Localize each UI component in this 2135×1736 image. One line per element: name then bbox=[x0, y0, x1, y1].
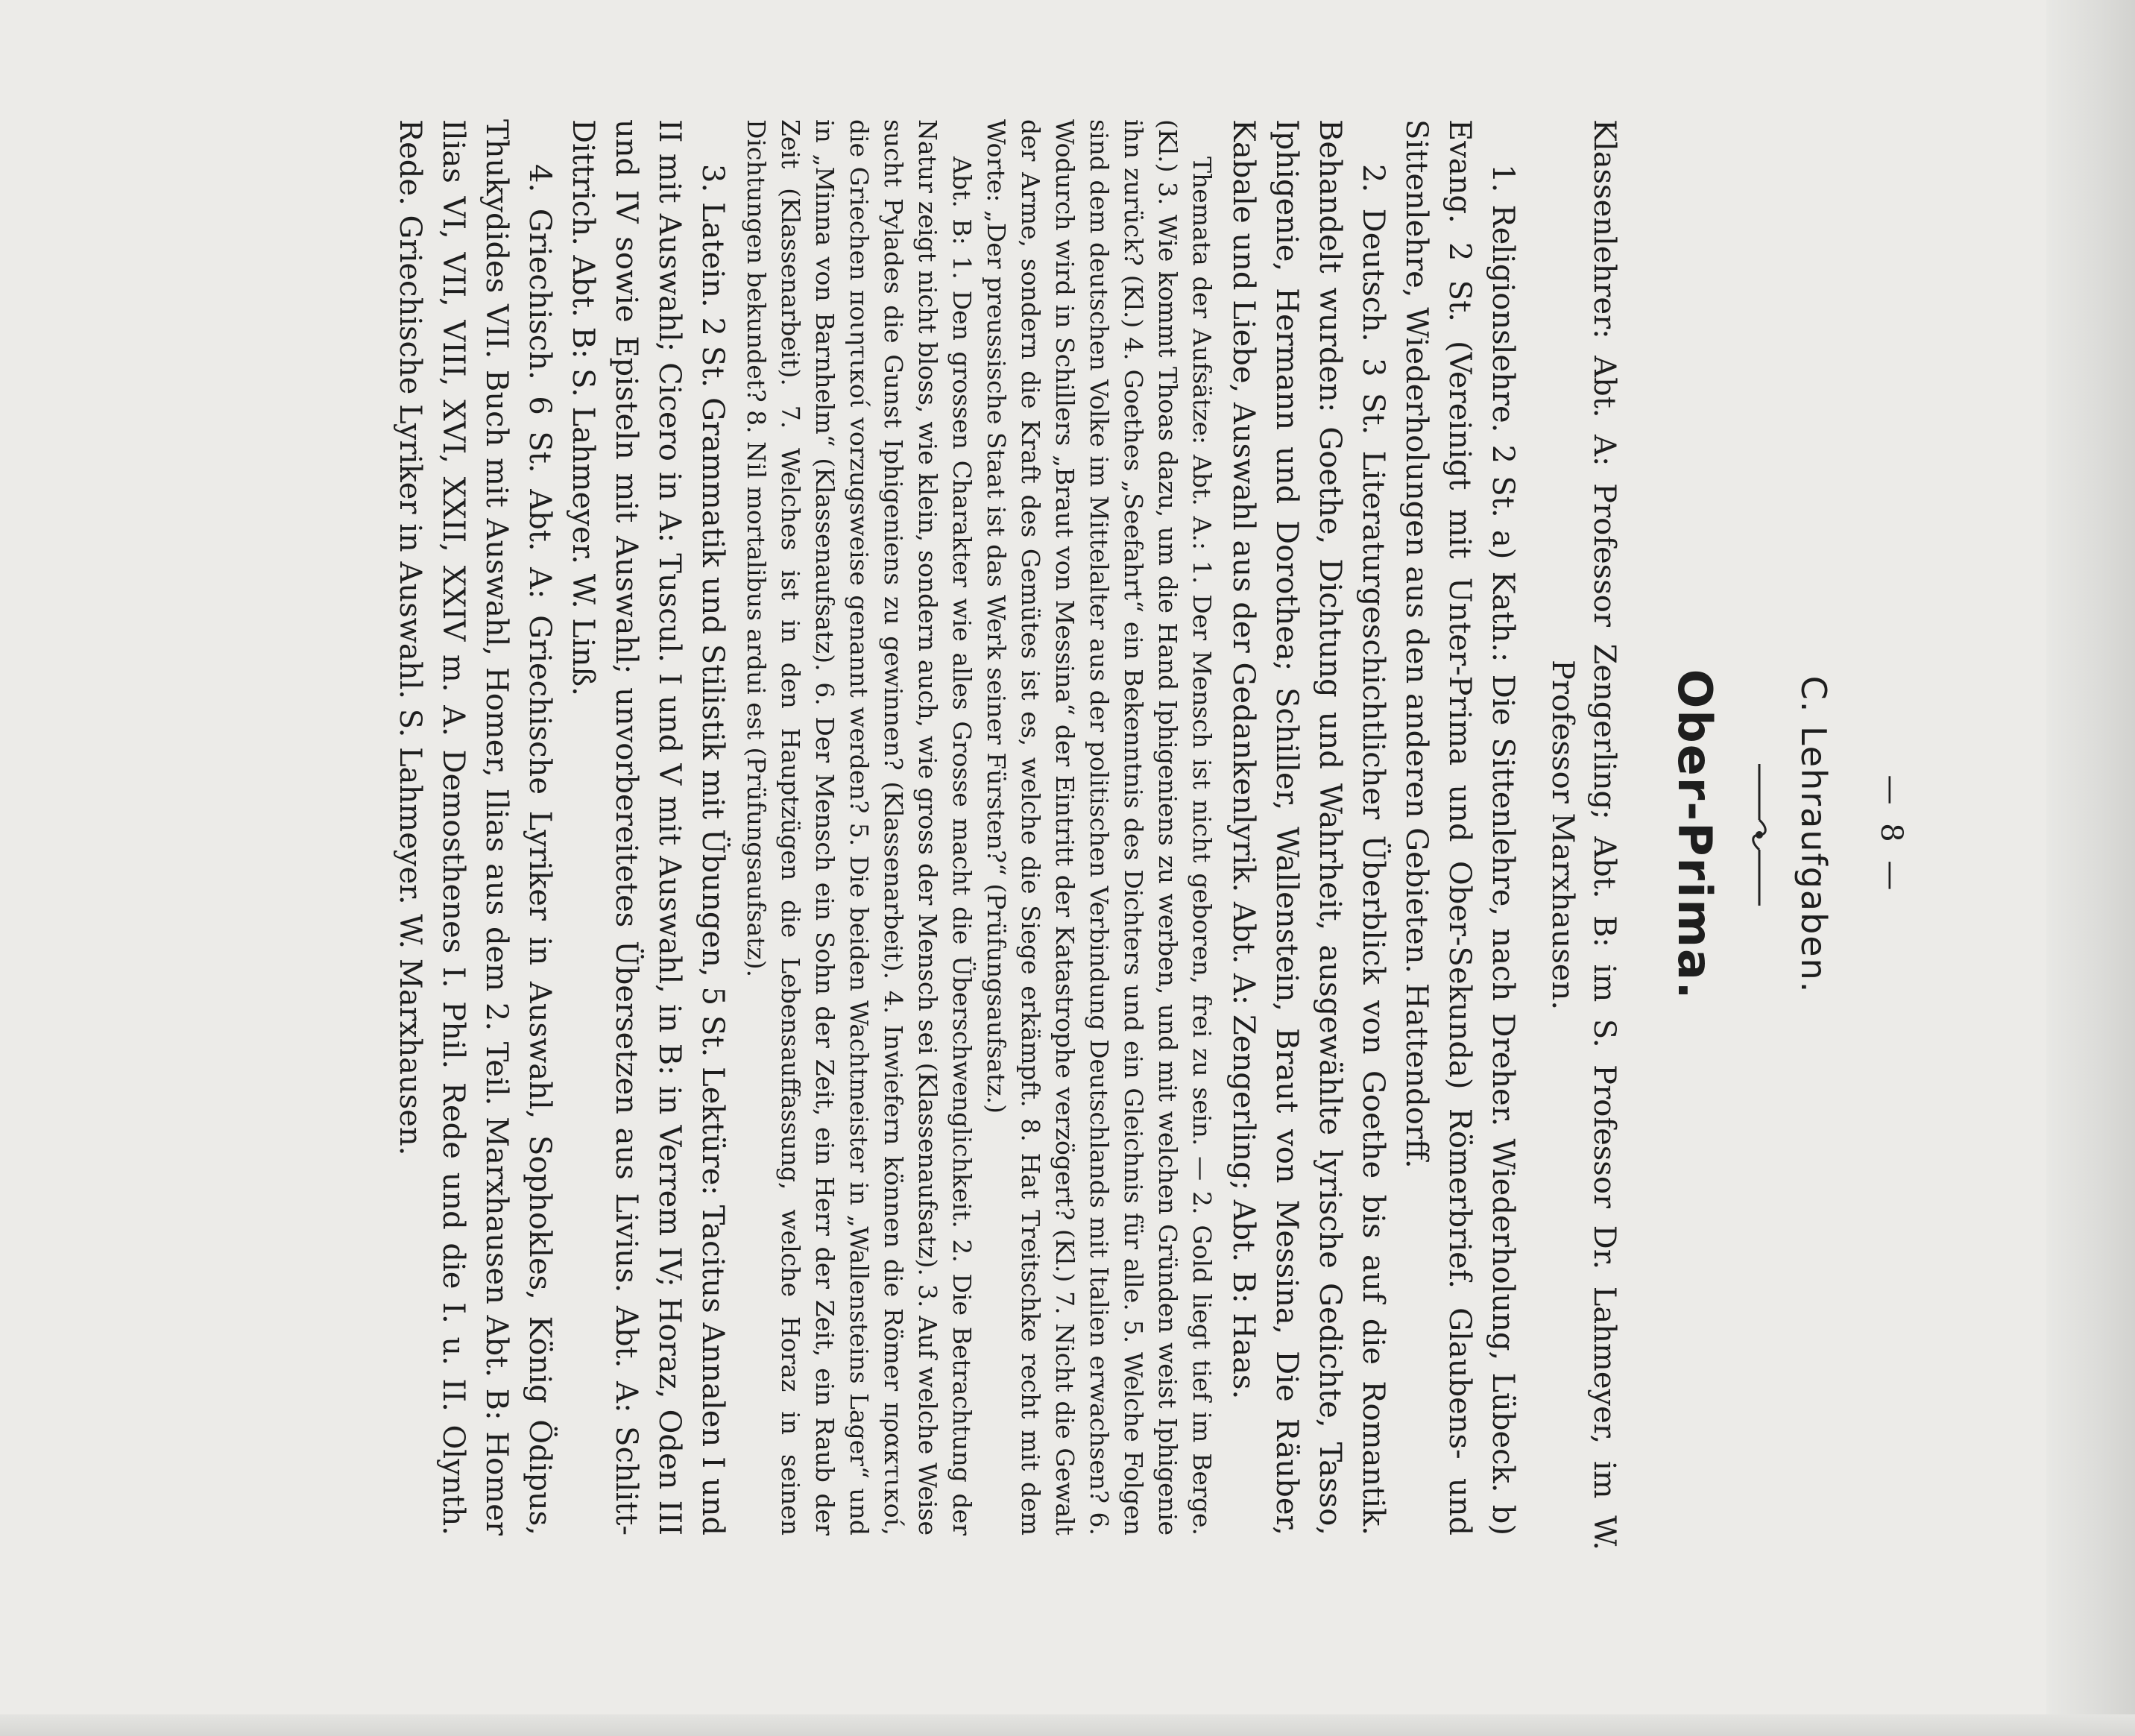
class-title: Ober-Prima. bbox=[1668, 669, 1722, 1001]
subject-deutsch: 2. Deutsch. 3 St. Literaturgeschichtlicher Überblick von Goethe bis auf die Romantik. Behandelt wurden: Goethe, Dichtung und Wahrheit, ausgewählte lyrische Gedichte, Tasso, Iphigenie, Hermann und Dorothea; Schiller, Wallenstein, Braut von Messina, Die Räuber, Kabale und Liebe, Auswahl aus der Gedankenlyrik. Abt. A: Zengerling; Abt. B: Haas. bbox=[1226, 119, 1390, 1535]
page-edge bbox=[0, 1714, 2135, 1736]
ornament-divider-icon bbox=[1748, 760, 1770, 909]
essay-topics bbox=[739, 119, 1219, 1535]
class-teacher-line: Klassenlehrer: Abt. A: Professor Zengerling; Abt. B: im S. Professor Dr. Lahmeyer, im W. Professor Marxhausen. bbox=[1545, 119, 1621, 1550]
rotated-page-content bbox=[89, 22, 1938, 1647]
subject-griechisch: 4. Griechisch. 6 St. Abt. A: Griechische Lyriker in Auswahl, Sophokles, König Ödipus, Thukydides VII. Buch mit Auswahl, Homer, Ilias aus dem 2. Teil. Marxhausen Abt. B: Homer Ilias VI, VII, VIII, XVI, XXII, XXIV m. A. Demosthenes I. Phil. Rede und die I. u. II. Olynth. Rede. Griechische Lyriker in Auswahl. S. Lahmeyer. W. Marxhausen. bbox=[393, 119, 557, 1535]
subject-latein: 3. Latein. 2 St. Grammatik und Stilistik mit Übungen, 5 St. Lektüre: Tacitus Annalen I und II mit Auswahl; Cicero in A: Tuscul. I und V mit Auswahl, in B: in Verrem IV; Horaz, Oden III und IV sowie Episteln mit Auswahl; unvorbereitetes Übersetzen aus Livius. Abt. A: Schlitt-Dittrich. Abt. B: S. Lahmeyer. W. Linß. bbox=[566, 119, 730, 1535]
essay-topics-abt-b: Abt. B: 1. Den grossen Charakter wie alles Grosse macht die Überschwenglichkeit. 2. Die Betrachtung der Natur zeigt nicht bloss, wie klein, sondern auch, wie gross der Mensch sei (Klassenaufsatz). 3. Auf welche Weise sucht Pylades die Gunst Iphigeniens zu gewinnen? (Klassenarbeit). 4. Inwiefern können die Römer πρακτικοί, die Griechen ποιητικοί vorzugsweise genannt werden? 5. Die beiden Wachtmeister in „Wallensteins Lager“ und in „Minna von Barnhelm“ (Klassenaufsatz). 6. Der Mensch ein Sohn der Zeit, ein Herr der Zeit, ein Raub der Zeit (Klassenarbeit). 7. Welches ist in den Hauptzügen die Lebensauffassung, welche Horaz in seinen Dichtungen bekundet? 8. Nil mortalibus ardui est (Prüfungsaufsatz). bbox=[742, 119, 977, 1535]
section-heading: C. Lehraufgaben. bbox=[1794, 675, 1834, 994]
page-number: — 8 — bbox=[1874, 774, 1908, 895]
subject-list bbox=[388, 119, 1524, 1535]
subject-religion: 1. Religionslehre. 2 St. a) Kath.: Die Sittenlehre, nach Dreher. Wiederholung, Lübeck. b) Evang. 2 St. (Vereinigt mit Unter-Prima und Ober-Sekunda) Römerbrief. Glaubens- und Sittenlehre, Wiederholungen aus den anderen Gebieten. Hattendorff. bbox=[1399, 119, 1520, 1535]
binding-shadow bbox=[2046, 0, 2135, 1736]
essay-topics-abt-a: Themata der Aufsätze: Abt. A.: 1. Der Mensch ist nicht geboren, frei zu sein. — 2. Gold liegt tief im Berge. (Kl.) 3. Wie kommt Thoas dazu, um die Hand Iphigeniens zu werben, und mit welchen Gründen weist Iphigenie ihn zurück? (Kl.) 4. Goethes „Seefahrt“ ein Bekenntnis des Dichters und ein Gleichnis für alle. 5. Welche Folgen sind dem deutschen Volke im Mittelalter aus der politischen Verbindung Deutschlands mit Italien erwachsen? 6. Wodurch wird in Schillers „Braut von Messina“ der Eintritt der Katastrophe verzögert? (Kl.) 7. Nicht die Gewalt der Arme, sondern die Kraft des Gemütes ist es, welche die Siege erkämpft. 8. Hat Treitschke recht mit dem Worte: „Der preussische Staat ist das Werk seiner Fürsten?“ (Prüfungsaufsatz.) bbox=[982, 119, 1217, 1535]
